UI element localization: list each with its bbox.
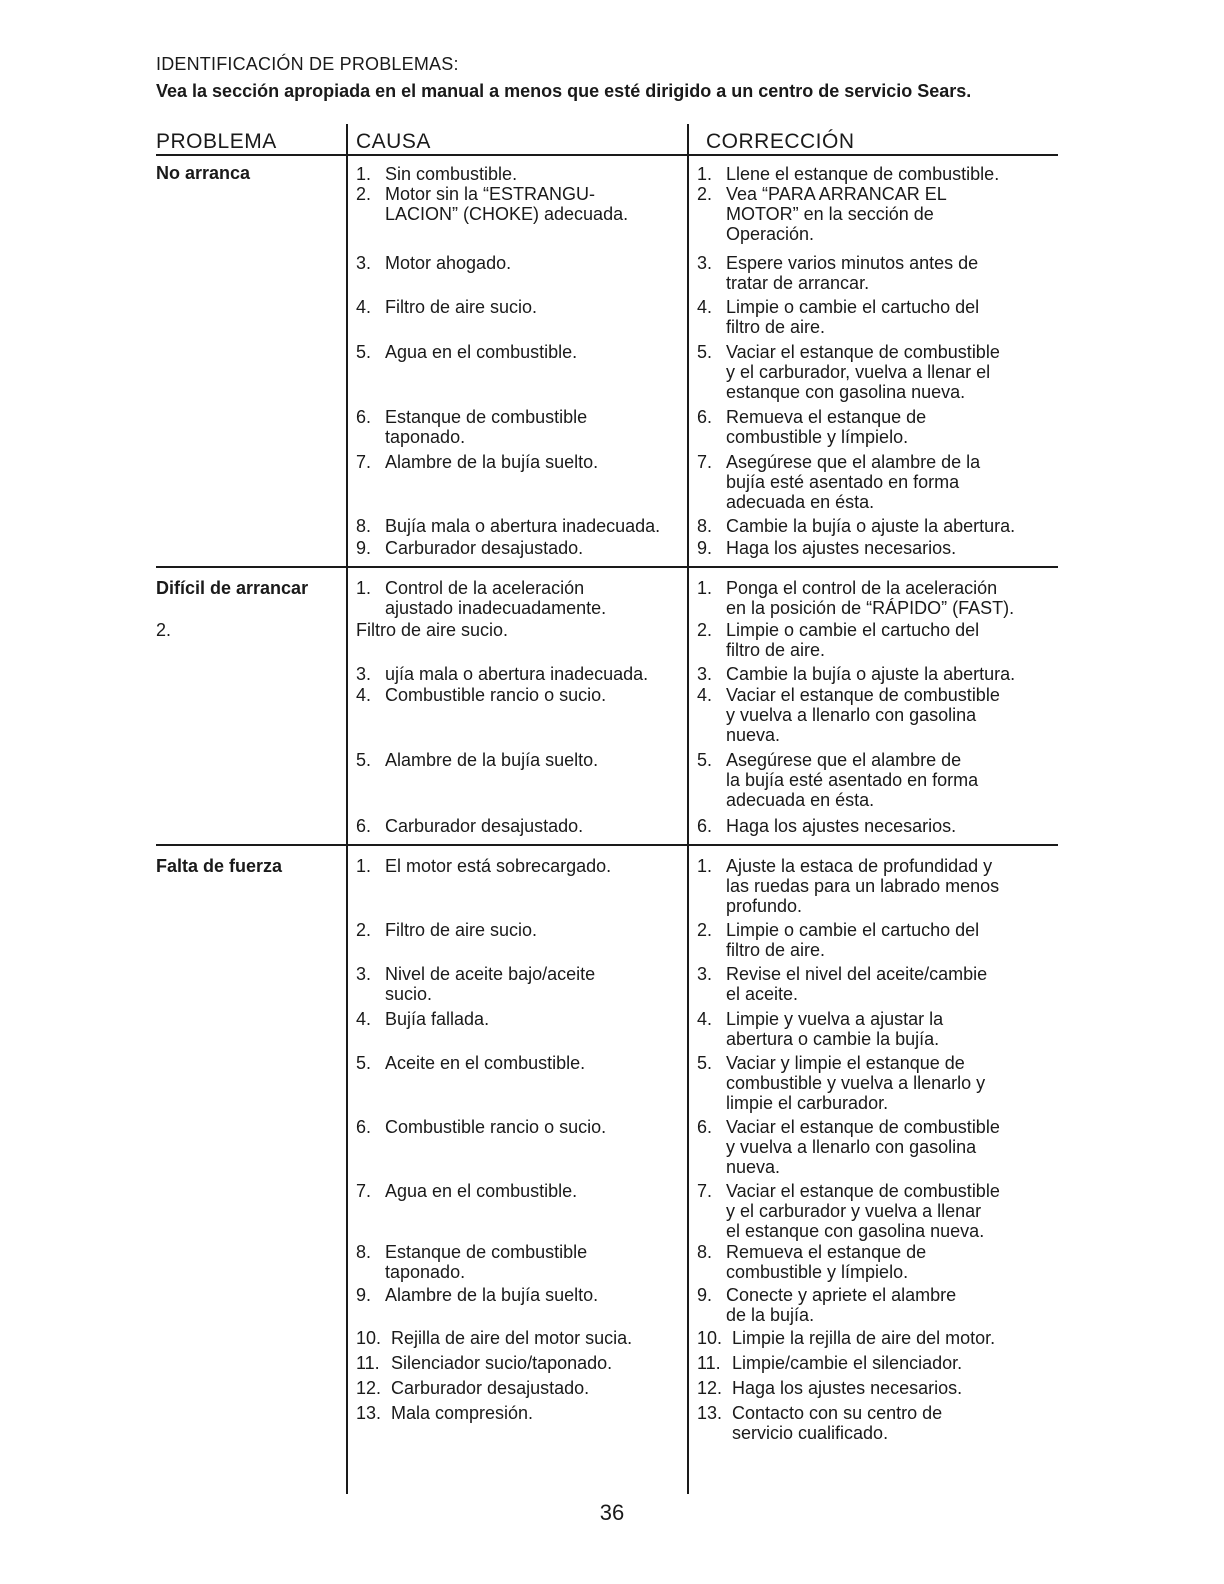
correction-item: 7. Asegúrese que el alambre de la bujía esté asentado en forma adecuada en ésta. <box>697 452 981 512</box>
correction-item: 3. Revise el nivel del aceite/cambie el aceite. <box>697 964 988 1004</box>
cause-item: 2. Filtro de aire sucio. <box>356 920 538 940</box>
cause-item: 4. Combustible rancio o sucio. <box>356 685 607 705</box>
cause-item: 12. Carburador desajustado. <box>356 1378 590 1398</box>
cause-item: 11. Silenciador sucio/taponado. <box>356 1353 613 1373</box>
cause-item: 4. Filtro de aire sucio. <box>356 297 538 317</box>
cause-item: 6. Combustible rancio o sucio. <box>356 1117 607 1137</box>
correction-item: 7. Vaciar el estanque de combustible y el carburador y vuelva a llenar el estanque con gasolina nueva. <box>697 1181 1000 1241</box>
stray-number: 2. <box>156 620 172 640</box>
cause-item: 7. Agua en el combustible. <box>356 1181 578 1201</box>
section-divider <box>156 844 1058 846</box>
correction-item: 4. Limpie o cambie el cartucho del filtro de aire. <box>697 297 980 337</box>
correction-item: 3. Espere varios minutos antes de tratar de arrancar. <box>697 253 979 293</box>
cause-item: 5. Agua en el combustible. <box>356 342 578 362</box>
correction-item: 6. Remueva el estanque de combustible y límpielo. <box>697 407 927 447</box>
cause-item: 3. Nivel de aceite bajo/aceite sucio. <box>356 964 596 1004</box>
cause-item: 13. Mala compresión. <box>356 1403 534 1423</box>
correction-item: 1. Ponga el control de la aceleración en la posición de “RÁPIDO” (FAST). <box>697 578 1015 618</box>
cause-item: Filtro de aire sucio. <box>356 620 509 640</box>
correction-item: 5. Asegúrese que el alambre de la bujía esté asentado en forma adecuada en ésta. <box>697 750 979 810</box>
column-header-cause: CAUSA <box>356 130 431 153</box>
cause-item: 6. Carburador desajustado. <box>356 816 584 836</box>
cause-item: 5. Aceite en el combustible. <box>356 1053 586 1073</box>
correction-item: 8. Remueva el estanque de combustible y límpielo. <box>697 1242 927 1282</box>
cause-item: 1. Control de la aceleración ajustado inadecuadamente. <box>356 578 607 618</box>
cause-item: 8. Estanque de combustible taponado. <box>356 1242 588 1282</box>
correction-item: 2. Vea “PARA ARRANCAR EL MOTOR” en la sección de Operación. <box>697 184 947 244</box>
correction-item: 4. Vaciar el estanque de combustible y vuelva a llenarlo con gasolina nueva. <box>697 685 1000 745</box>
problem-label: Falta de fuerza <box>156 856 283 876</box>
column-header-problem: PROBLEMA <box>156 130 277 153</box>
intro-note: Vea la sección apropiada en el manual a menos que esté dirigido a un centro de servicio Sears. <box>156 81 972 101</box>
cause-item: 2. Motor sin la “ESTRANGU- LACION” (CHOKE) adecuada. <box>356 184 629 224</box>
cause-item: 10. Rejilla de aire del motor sucia. <box>356 1328 633 1348</box>
cause-item: 7. Alambre de la bujía suelto. <box>356 452 599 472</box>
correction-item: 12. Haga los ajustes necesarios. <box>697 1378 963 1398</box>
page-title: IDENTIFICACIÓN DE PROBLEMAS: <box>156 54 459 74</box>
cause-item: 4. Bujía fallada. <box>356 1009 490 1029</box>
correction-item: 6. Vaciar el estanque de combustible y vuelva a llenarlo con gasolina nueva. <box>697 1117 1000 1177</box>
correction-item: 4. Limpie y vuelva a ajustar la abertura o cambie la bujía. <box>697 1009 944 1049</box>
cause-item: 1. Sin combustible. <box>356 164 518 184</box>
correction-item: 8. Cambie la bujía o ajuste la abertura. <box>697 516 1016 536</box>
column-rule <box>687 124 689 1494</box>
cause-item: 9. Alambre de la bujía suelto. <box>356 1285 599 1305</box>
problem-label: No arranca <box>156 163 251 183</box>
correction-item: 2. Limpie o cambie el cartucho del filtro de aire. <box>697 620 980 660</box>
cause-item: 1. El motor está sobrecargado. <box>356 856 612 876</box>
cause-item: 8. Bujía mala o abertura inadecuada. <box>356 516 661 536</box>
cause-item: 3. Motor ahogado. <box>356 253 512 273</box>
column-rule <box>346 124 348 1494</box>
cause-item: 6. Estanque de combustible taponado. <box>356 407 588 447</box>
correction-item: 5. Vaciar y limpie el estanque de combustible y vuelva a llenarlo y limpie el carburador. <box>697 1053 986 1113</box>
correction-item: 1. Llene el estanque de combustible. <box>697 164 1000 184</box>
header-divider <box>156 154 1058 156</box>
correction-item: 13. Contacto con su centro de servicio cualificado. <box>697 1403 943 1443</box>
correction-item: 11. Limpie/cambie el silenciador. <box>697 1353 963 1373</box>
problem-label: Difícil de arrancar <box>156 578 309 598</box>
cause-item: 5. Alambre de la bujía suelto. <box>356 750 599 770</box>
correction-item: 9. Haga los ajustes necesarios. <box>697 538 957 558</box>
correction-item: 1. Ajuste la estaca de profundidad y las ruedas para un labrado menos profundo. <box>697 856 1000 916</box>
cause-item: 9. Carburador desajustado. <box>356 538 584 558</box>
cause-item: 3. ujía mala o abertura inadecuada. <box>356 664 649 684</box>
correction-item: 10. Limpie la rejilla de aire del motor. <box>697 1328 996 1348</box>
correction-item: 3. Cambie la bujía o ajuste la abertura. <box>697 664 1016 684</box>
correction-item: 5. Vaciar el estanque de combustible y el carburador, vuelva a llenar el estanque con gasolina nueva. <box>697 342 1000 402</box>
correction-item: 6. Haga los ajustes necesarios. <box>697 816 957 836</box>
correction-item: 2. Limpie o cambie el cartucho del filtro de aire. <box>697 920 980 960</box>
correction-item: 9. Conecte y apriete el alambre de la bujía. <box>697 1285 957 1325</box>
column-header-correction: CORRECCIÓN <box>706 130 855 153</box>
page-number: 36 <box>599 1500 625 1525</box>
section-divider <box>156 566 1058 568</box>
